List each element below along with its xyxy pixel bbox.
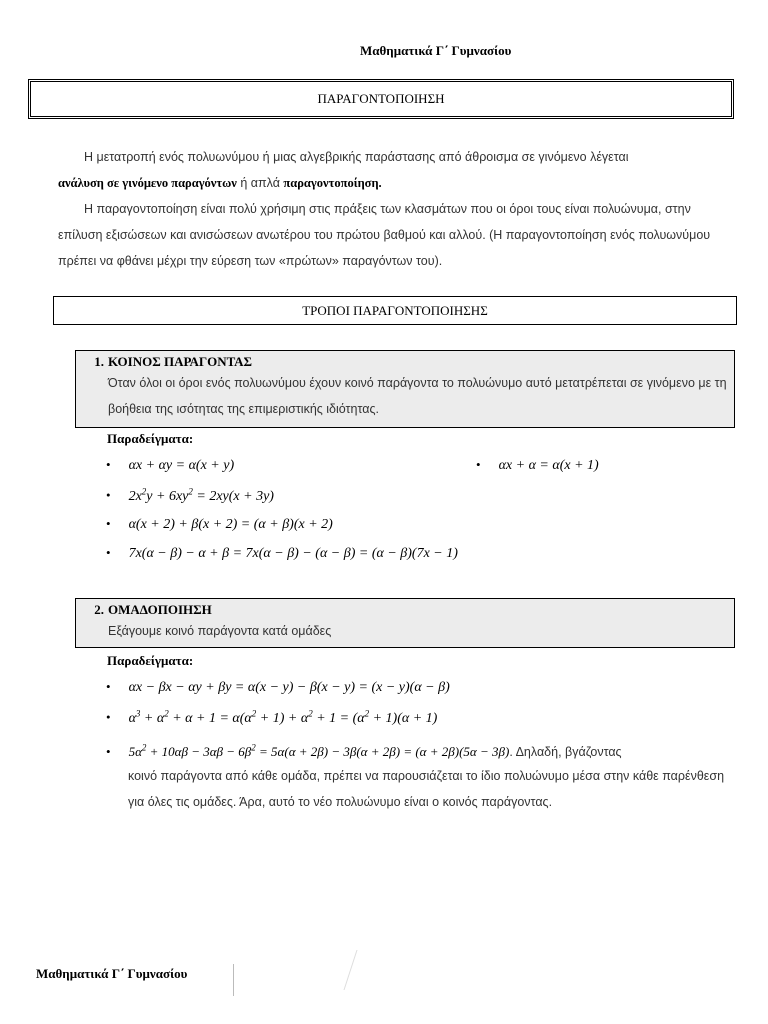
intro-p1-mid: ή απλά [236, 176, 284, 190]
methods-title: ΤΡΟΠΟΙ ΠΑΡΑΓΟΝΤΟΠΟΙΗΣΗΣ [302, 302, 488, 318]
bullet: • [476, 457, 481, 472]
section-2-box [75, 598, 735, 648]
bullet: • [106, 679, 111, 694]
section-1-text: Όταν όλοι οι όροι ενός πολυωνύμου έχουν κοινό παράγοντα το πολυώνυμο αυτό μετατρέπεται σε γινόμενο με τη βοήθεια της ισότητας της επιμεριστικής ιδιότητας. [108, 376, 727, 416]
section-2-title: ΟΜΑΔΟΠΟΙΗΣΗ [108, 602, 212, 617]
equation: $2x^2y + 6xy^2 = 2xy(x + 3y)$ [128, 486, 274, 504]
intro-p1-text: Η μετατροπή ενός πολυωνύμου ή μιας αλγεβρικής παράστασης από άθροισμα σε γινόμενο λέγεται [84, 150, 629, 164]
bullet: • [106, 744, 111, 759]
equation: αx + α = α(x + 1) [498, 458, 599, 473]
intro-paragraph-2: Η παραγοντοποίηση είναι πολύ χρήσιμη στις πράξεις των κλασμάτων που οι όροι τους είναι πολυώνυμα, στην επίλυση εξισώσεων και ανισώσεων ανωτέρου του πρώτου βαθμού και αλλού. (Η παραγοντοποίηση ενός πολυωνύμου πρέπει να φθάνει μέχρι την εύρεση των «πρώτων» παραγόντων του). [58, 202, 711, 268]
section-1-examples-label: Παραδείγματα: [107, 431, 194, 446]
footer-title: Μαθηματικά Γ΄ Γυμνασίου [36, 966, 188, 981]
section-2-heading [76, 602, 734, 618]
footer-divider [233, 964, 234, 996]
section-1-example-2 [476, 456, 599, 474]
header-title: Μαθηματικά Γ΄ Γυμνασίου [360, 43, 512, 58]
section-2-explanation: κοινό παράγοντα από κάθε ομάδα, πρέπει να παρουσιάζεται το ίδιο πολυώνυμο μέσα στην κάθε παρένθεση για όλες τις ομάδες. Άρα, αυτό το νέο πολυώνυμο είναι ο κοινός παράγοντας. [128, 769, 725, 809]
section-1-title: ΚΟΙΝΟΣ ΠΑΡΑΓΟΝΤΑΣ [108, 354, 252, 369]
intro-p1-bold-term: ανάλυση σε γινόμενο παραγόντων [58, 176, 237, 190]
section-2-number: 2. [94, 602, 104, 617]
bullet: • [106, 516, 111, 531]
bullet: • [106, 487, 111, 503]
bullet: • [106, 545, 111, 560]
section-2-tail-inline: . Δηλαδή, βγάζοντας [509, 745, 622, 759]
section-2-example-1 [106, 678, 450, 696]
section-2-examples-label: Παραδείγματα: [107, 653, 194, 668]
section-2-example-3 [106, 739, 622, 765]
main-title-box [28, 79, 734, 119]
section-2-text: Εξάγουμε κοινό παράγοντα κατά ομάδες [108, 624, 332, 638]
section-1-heading [76, 354, 734, 370]
section-1-example-3 [106, 486, 274, 505]
equation: $\alpha^3 + \alpha^2 + \alpha + 1 = \alpha(\alpha^2 + 1) + \alpha^2 + 1 = (\alpha^2 + 1)(\alpha + 1)$ [128, 708, 438, 726]
intro-p1-bold-term-2: παραγοντοποίηση. [283, 176, 382, 190]
intro-paragraph-1 [58, 144, 718, 196]
equation: αx − βx − αy + βy = α(x − y) − β(x − y) = (x − y)(α − β) [128, 680, 450, 695]
main-title: ΠΑΡΑΓΟΝΤΟΠΟΙΗΣΗ [317, 91, 445, 106]
footer-watermark-mark [344, 950, 372, 990]
equation: αx + αy = α(x + y) [128, 458, 235, 473]
equation: 7x(α − β) − α + β = 7x(α − β) − (α − β) = (α − β)(7x − 1) [128, 546, 458, 561]
section-2-example-2 [106, 708, 437, 727]
bullet: • [106, 709, 111, 725]
bullet: • [106, 457, 111, 472]
section-1-number: 1. [94, 354, 104, 369]
section-1-example-4 [106, 515, 333, 533]
section-1-box [75, 350, 735, 428]
equation: $5\alpha^2 + 10\alpha\beta - 3\alpha\beta - 6\beta^2 = 5\alpha(\alpha + 2\beta) - 3\beta(\alpha + 2\beta) = (\alpha + 2\beta)(5\alpha - 3\beta)$ [128, 742, 510, 759]
intro-text [58, 144, 718, 274]
equation: α(x + 2) + β(x + 2) = (α + β)(x + 2) [128, 517, 333, 532]
section-1-example-5 [106, 544, 458, 562]
methods-title-box [53, 296, 737, 325]
section-1-example-1 [106, 456, 234, 474]
